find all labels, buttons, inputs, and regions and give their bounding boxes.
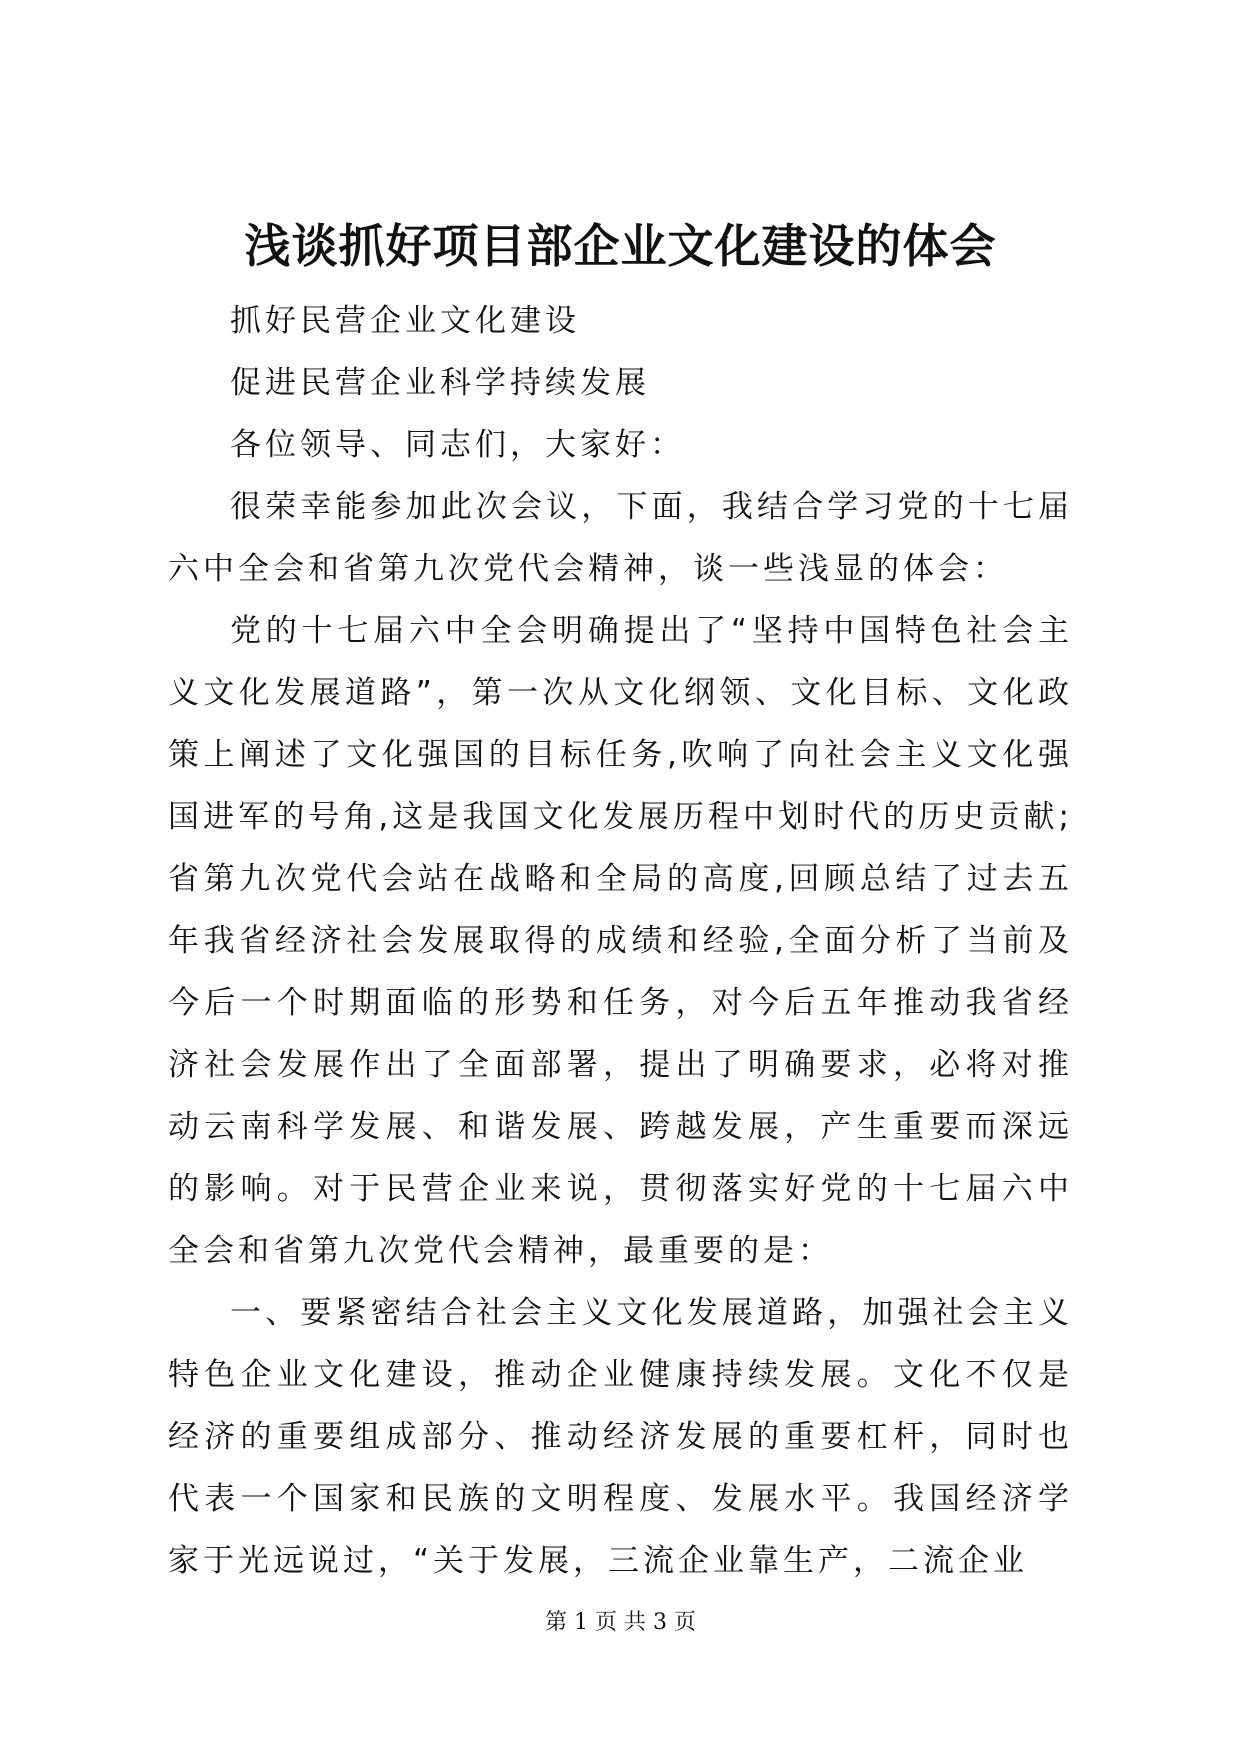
document-title: 浅谈抓好项目部企业文化建设的体会 bbox=[244, 219, 997, 273]
page-number-footer: 第 1 页 共 3 页 bbox=[545, 1610, 696, 1635]
document-body bbox=[168, 290, 1073, 1592]
body-paragraph: 抓好民营企业文化建设 bbox=[230, 303, 580, 339]
body-paragraph: 党的十七届六中全会明确提出了“坚持中国特色社会主义文化发展道路”，第一次从文化纲领、文化目标、文化政策上阐述了文化强国的目标任务,吹响了向社会主义文化强国进军的号角,这是我国文化发展历程中划时代的历史贡献;省第九次党代会站在战略和全局的高度,回顾总结了过去五年我省经济社会发展取得的成绩和经验,全面分析了当前及今后一个时期面临的形势和任务，对今后五年推动我省经济社会发展作出了全面部署，提出了明确要求，必将对推动云南科学发展、和谐发展、跨越发展，产生重要而深远的影响。对于民营企业来说，贯彻落实好党的十七届六中全会和省第九次党代会精神，最重要的是： bbox=[168, 613, 1073, 1269]
body-paragraph: 很荣幸能参加此次会议，下面，我结合学习党的十七届六中全会和省第九次党代会精神，谈一些浅显的体会： bbox=[168, 489, 1073, 587]
body-paragraph: 一、要紧密结合社会主义文化发展道路，加强社会主义特色企业文化建设，推动企业健康持续发展。文化不仅是经济的重要组成部分、推动经济发展的重要杠杆，同时也代表一个国家和民族的文明程度、发展水平。我国经济学家于光远说过，“关于发展，三流企业靠生产，二流企业 bbox=[168, 1295, 1073, 1579]
body-paragraph: 各位领导、同志们，大家好： bbox=[230, 427, 685, 463]
body-paragraph: 促进民营企业科学持续发展 bbox=[230, 365, 650, 401]
